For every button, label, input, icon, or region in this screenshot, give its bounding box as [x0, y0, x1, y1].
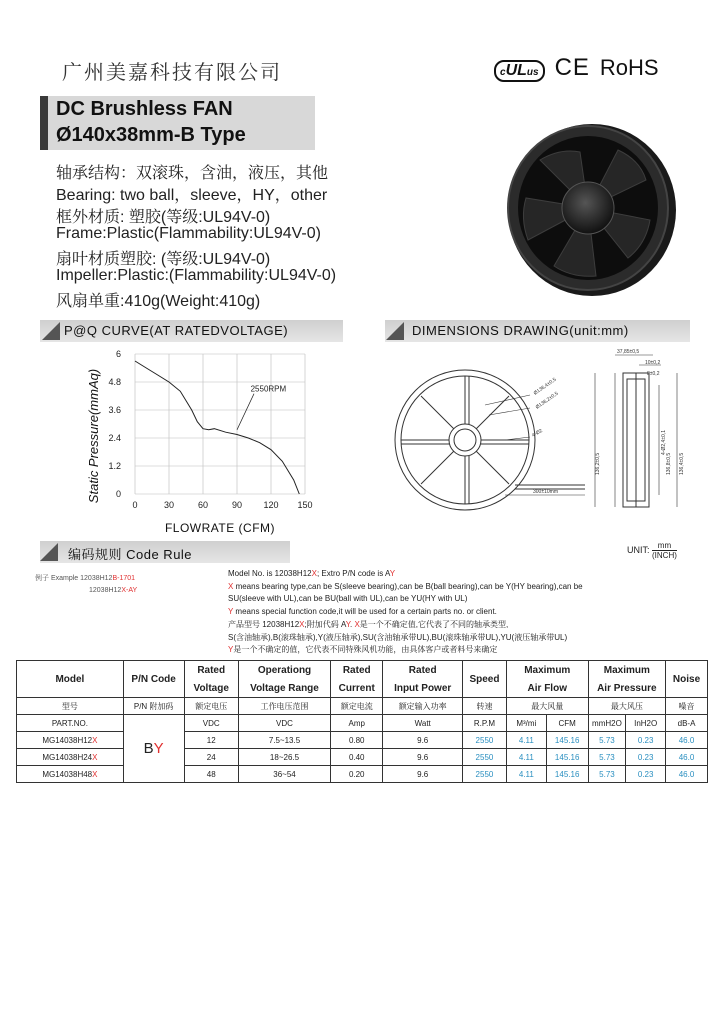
table-cell: 145.16 — [546, 766, 588, 783]
table-cell: mmH2O — [588, 715, 626, 732]
table-cell: Amp — [331, 715, 383, 732]
table-cell: 0.23 — [626, 732, 666, 749]
ul-text: UL — [505, 62, 527, 79]
x-tick-label: 30 — [163, 500, 175, 510]
y-tick-label: 4.8 — [108, 377, 121, 387]
table-cell: 24 — [184, 749, 238, 766]
table-cell: 额定电流 — [331, 698, 383, 715]
code-var: X — [299, 619, 305, 629]
spec-line: Bearing: two ball，sleeve，HY，other — [56, 187, 328, 204]
spec-line: 轴承结构：双滚珠，含油，液压，其他 — [56, 165, 329, 182]
dim-label: 8±0,2 — [647, 371, 660, 377]
dim-label: 300±10mm — [533, 489, 558, 495]
table-row — [17, 749, 708, 766]
y-axis-label: Static Pressure(mmAq) — [86, 368, 101, 504]
table-cell: 0.80 — [331, 732, 383, 749]
table-cell: InH2O — [626, 715, 666, 732]
table-cell: 5.73 — [588, 732, 626, 749]
code-line: SU(sleeve with UL),can be BU(ball with UL),can be YU(HY with UL) — [228, 594, 468, 604]
th-rated-voltage: Rated — [184, 661, 238, 680]
x-tick-label: 150 — [297, 500, 313, 510]
table-cell: P/N 附加码 — [123, 698, 184, 715]
pq-curve-line — [135, 361, 299, 494]
x-tick-label: 120 — [263, 500, 279, 510]
y-tick-label: 6 — [115, 349, 121, 359]
dim-label: 136,4±0,5 — [679, 452, 685, 475]
dim-label: 136,8±0,5 — [666, 452, 672, 475]
th-power-2: Input Power — [383, 679, 463, 698]
y-tick-label: 0 — [115, 489, 121, 499]
pq-curve-chart — [60, 342, 340, 542]
spec-line: 风扇单重:410g(Weight:410g) — [56, 293, 261, 310]
code-example — [35, 573, 137, 597]
th-air-flow: Maximum — [506, 661, 588, 680]
table-header-row — [17, 661, 708, 680]
dim-label: 4-Ø2 — [531, 427, 544, 439]
table-cell: 5.73 — [588, 749, 626, 766]
pn-y: Y — [153, 740, 164, 757]
dim-label: 136,2±0,5 — [595, 452, 601, 475]
table-cell: 噪音 — [666, 698, 708, 715]
example-line-1 — [35, 573, 137, 585]
model-var: X — [92, 735, 98, 745]
spec-line: Frame:Plastic(Flammability:UL94V-0) — [56, 225, 321, 242]
unit-note — [627, 541, 677, 560]
code-text: 产品型号 12038H12 — [228, 619, 300, 629]
table-cell: CFM — [546, 715, 588, 732]
y-tick-label: 2.4 — [108, 433, 121, 443]
table-cell: 145.16 — [546, 732, 588, 749]
ul-c: c — [500, 67, 506, 78]
table-cell: 9.6 — [383, 749, 463, 766]
spec-table — [16, 660, 708, 783]
unit-label: UNIT: — [627, 544, 650, 555]
table-cell: 0.20 — [331, 766, 383, 783]
dim-label: 4-Ø2,4±0,1 — [661, 430, 667, 455]
table-cell: 额定电压 — [184, 698, 238, 715]
code-text: means bearing type,can be S(sleeve bearing),can be B(ball bearing),can be Y(HY bearing),can be — [233, 581, 583, 591]
unit-fraction — [652, 541, 677, 560]
model-text: MG14038H48 — [42, 769, 93, 779]
th-input-power: Rated — [383, 661, 463, 680]
product-title: DC Brushless FAN — [56, 98, 233, 120]
th-voltage-range: Operationg — [238, 661, 330, 680]
certification-marks — [494, 54, 659, 82]
code-section-title: 编码规则 Code Rule — [68, 547, 193, 562]
ul-us: us — [526, 67, 539, 78]
code-var: Y — [228, 645, 234, 655]
model-cell — [17, 766, 124, 783]
table-cell: dB-A — [666, 715, 708, 732]
x-tick-label: 90 — [231, 500, 243, 510]
table-cell: 0.23 — [626, 749, 666, 766]
spec-line: Impeller:Plastic:(Flammability:UL94V-0) — [56, 267, 337, 284]
example-text: 12038H12 — [80, 575, 113, 582]
code-var: Y — [228, 607, 234, 617]
dim-label: 10±0,2 — [645, 360, 661, 366]
th-air-pressure-2: Air Pressure — [588, 679, 665, 698]
table-row — [17, 732, 708, 749]
example-suffix: B-1701 — [112, 575, 136, 582]
table-cell: R.P.M — [462, 715, 506, 732]
table-cell: 48 — [184, 766, 238, 783]
th-model: Model — [17, 661, 124, 698]
table-cell: M³/mi — [506, 715, 546, 732]
table-cell: 46.0 — [666, 749, 708, 766]
table-cn-row — [17, 698, 708, 715]
model-text: MG14038H12 — [42, 735, 93, 745]
code-line — [228, 606, 712, 619]
y-tick-label: 3.6 — [108, 405, 121, 415]
model-text: MG14038H24 — [42, 752, 93, 762]
table-cell: 145.16 — [546, 749, 588, 766]
dim-label: Ø136,2±0,5 — [534, 390, 560, 411]
code-var: Y — [389, 569, 396, 578]
x-tick-label: 60 — [197, 500, 209, 510]
spec-line: 框外材质: 塑胶(等级:UL94V-0) — [56, 209, 271, 226]
table-cell: 转速 — [462, 698, 506, 715]
code-line — [228, 619, 712, 632]
annotation-label: 2550RPM — [250, 384, 287, 394]
th-voltage-2: Voltage — [184, 679, 238, 698]
th-noise: Noise — [666, 661, 708, 698]
table-cell: 12 — [184, 732, 238, 749]
model-var: X — [92, 769, 98, 779]
code-text: 是一个不确定值,它代表了不同的轴承类型, — [359, 619, 509, 629]
code-text: ;附加代码 A — [304, 619, 346, 629]
pn-b: B — [143, 740, 154, 757]
table-units-row — [17, 715, 708, 732]
example-label: 例子 Example — [35, 575, 79, 582]
unit-top: mm — [652, 541, 677, 551]
model-cell — [17, 749, 124, 766]
code-var: X — [311, 569, 317, 578]
example-text: 12038H12 — [89, 587, 122, 594]
dimensions-drawing — [385, 345, 705, 525]
table-cell: 4.11 — [506, 766, 546, 783]
table-cell: VDC — [184, 715, 238, 732]
table-cell: 0.40 — [331, 749, 383, 766]
code-rule-text — [228, 568, 712, 657]
ce-mark: CE — [554, 54, 590, 81]
x-axis-label: FLOWRATE (CFM) — [164, 521, 276, 535]
table-cell: 2550 — [462, 732, 506, 749]
title-accent — [40, 96, 48, 150]
annotation-leader — [237, 394, 254, 430]
rohs-mark: RoHS — [599, 55, 659, 80]
table-cell: PART.NO. — [17, 715, 124, 732]
table-cell: 46.0 — [666, 732, 708, 749]
table-cell: 工作电压范围 — [238, 698, 330, 715]
code-line — [228, 644, 712, 657]
table-cell: 4.11 — [506, 732, 546, 749]
dim-label: Ø136,4±0,5 — [532, 376, 558, 397]
th-current-2: Current — [331, 679, 383, 698]
table-cell: 最大风量 — [506, 698, 588, 715]
table-cell: Watt — [383, 715, 463, 732]
table-cell: 18~26.5 — [238, 749, 330, 766]
code-var: X — [354, 619, 360, 629]
table-cell: 2550 — [462, 766, 506, 783]
th-air-flow-2: Air Flow — [506, 679, 588, 698]
code-text: 是一个不确定的值，它代表不同特殊风机功能，由具体客户或者料号来确定 — [233, 645, 498, 655]
x-tick-label: 0 — [132, 500, 138, 510]
table-cell: 9.6 — [383, 766, 463, 783]
product-size: Ø140x38mm-B Type — [56, 124, 246, 146]
code-text: . — [350, 619, 355, 629]
y-tick-label: 1.2 — [108, 461, 121, 471]
company-name: 广州美嘉科技有限公司 — [62, 60, 282, 84]
unit-bottom: (INCH) — [652, 551, 677, 560]
code-line — [228, 568, 712, 581]
table-cell: 0.23 — [626, 766, 666, 783]
ul-mark — [494, 60, 545, 82]
fan-photo — [500, 120, 680, 300]
dim-label: 37,85±0,5 — [617, 349, 640, 355]
code-line: S(含油轴承),B(滚珠轴承),Y(液压轴承),SU(含油轴承带UL),BU(滚珠轴承带UL),YU(液压轴承带UL) — [228, 632, 568, 642]
table-cell: 46.0 — [666, 766, 708, 783]
code-text: ; Extro P/N code is A — [316, 569, 390, 578]
th-range-2: Voltage Range — [238, 679, 330, 698]
table-row — [17, 766, 708, 783]
model-var: X — [92, 752, 98, 762]
table-cell: 7.5~13.5 — [238, 732, 330, 749]
dim-section-title: DIMENSIONS DRAWING(unit:mm) — [412, 323, 629, 338]
code-var: X — [228, 581, 234, 591]
pn-code-cell — [123, 715, 184, 783]
code-text: Model No. is 12038H12 — [228, 569, 312, 578]
table-cell: 型号 — [17, 698, 124, 715]
table-cell: 最大风压 — [588, 698, 665, 715]
table-cell: VDC — [238, 715, 330, 732]
table-cell: 5.73 — [588, 766, 626, 783]
code-text: means special function code,it will be used for a certain parts no. or client. — [233, 607, 497, 617]
model-cell — [17, 732, 124, 749]
table-cell: 额定输入功率 — [383, 698, 463, 715]
th-current: Rated — [331, 661, 383, 680]
spec-line: 扇叶材质塑胶: (等级:UL94V-0) — [56, 251, 271, 268]
table-cell: 4.11 — [506, 749, 546, 766]
pq-section-title: P@Q CURVE(AT RATEDVOLTAGE) — [64, 323, 289, 338]
code-line — [228, 581, 712, 594]
code-var: Y — [345, 619, 350, 629]
th-air-pressure: Maximum — [588, 661, 665, 680]
example-suffix: X-AY — [121, 587, 138, 594]
th-pn-code: P/N Code — [123, 661, 184, 698]
table-cell: 36~54 — [238, 766, 330, 783]
table-cell: 9.6 — [383, 732, 463, 749]
example-line-2 — [35, 585, 137, 597]
table-cell: 2550 — [462, 749, 506, 766]
th-speed: Speed — [462, 661, 506, 698]
